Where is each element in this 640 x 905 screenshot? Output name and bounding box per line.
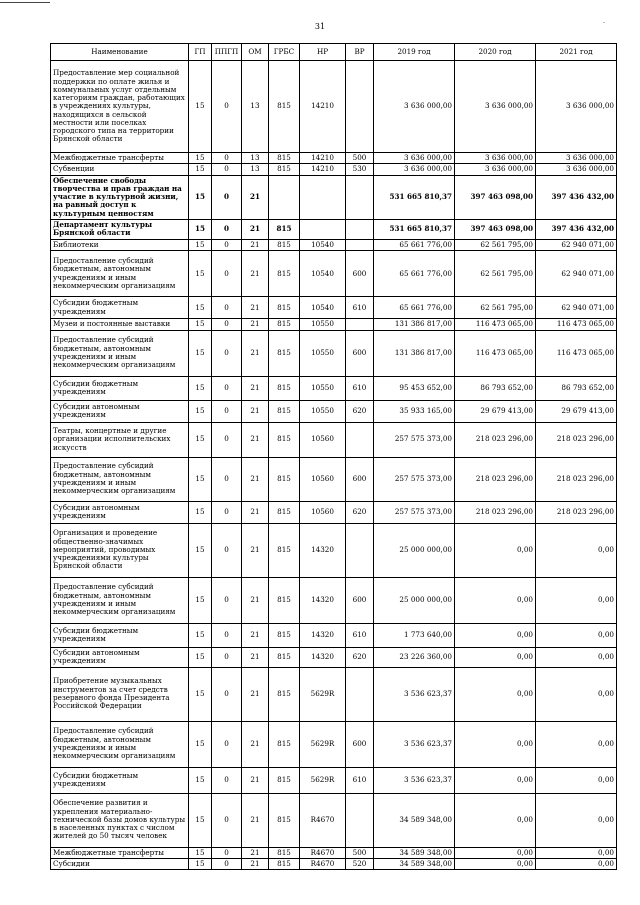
cell-gp: 15 <box>189 793 212 847</box>
cell-2021: 0,00 <box>536 623 617 647</box>
cell-ppgp: 0 <box>212 667 242 721</box>
cell-ppgp: 0 <box>212 767 242 793</box>
table-row <box>51 319 617 330</box>
cell-gp: 15 <box>189 667 212 721</box>
cell-2019: 3 536 623,37 <box>374 667 455 721</box>
cell-2020: 218 023 296,00 <box>455 422 536 457</box>
cell-gp: 15 <box>189 251 212 297</box>
cell-nr: 14210 <box>300 61 346 153</box>
cell-2020: 0,00 <box>455 721 536 767</box>
cell-2019: 3 636 000,00 <box>374 153 455 164</box>
cell-om: 21 <box>242 330 269 376</box>
cell-nr: 10550 <box>300 376 346 400</box>
cell-om: 21 <box>242 523 269 577</box>
header-gp: ГП <box>189 44 212 61</box>
cell-2020: 3 636 000,00 <box>455 164 536 175</box>
cell-2019: 3 536 623,37 <box>374 721 455 767</box>
cell-2019: 35 933 165,00 <box>374 400 455 422</box>
cell-2020: 0,00 <box>455 667 536 721</box>
table-row <box>51 667 617 721</box>
cell-2021: 218 023 296,00 <box>536 422 617 457</box>
cell-2021: 397 436 432,00 <box>536 175 617 219</box>
cell-2020: 62 561 795,00 <box>455 297 536 319</box>
cell-nr: 10560 <box>300 501 346 523</box>
cell-2019: 65 661 776,00 <box>374 251 455 297</box>
cell-2019: 3 536 623,37 <box>374 767 455 793</box>
table-row <box>51 577 617 623</box>
table-row <box>51 239 617 250</box>
cell-om: 21 <box>242 376 269 400</box>
cell-2019: 25 000 000,00 <box>374 523 455 577</box>
cell-ppgp: 0 <box>212 721 242 767</box>
cell-om: 13 <box>242 153 269 164</box>
cell-2019: 257 575 373,00 <box>374 501 455 523</box>
cell-2021: 3 636 000,00 <box>536 61 617 153</box>
header-name: Наименование <box>51 44 189 61</box>
cell-2019: 34 589 348,00 <box>374 858 455 869</box>
cell-ppgp: 0 <box>212 858 242 869</box>
cell-name: Субсидии бюджетным учреждениям <box>51 376 189 400</box>
cell-vr <box>346 667 374 721</box>
cell-name: Предоставление субсидий бюджетным, автономным учреждениям и иным некоммерческим организациям <box>51 251 189 297</box>
table-row <box>51 164 617 175</box>
table-row <box>51 623 617 647</box>
cell-2021: 62 940 071,00 <box>536 251 617 297</box>
table-row <box>51 219 617 239</box>
cell-ppgp: 0 <box>212 523 242 577</box>
cell-nr: R4670 <box>300 793 346 847</box>
cell-2020: 3 636 000,00 <box>455 153 536 164</box>
cell-ppgp: 0 <box>212 793 242 847</box>
cell-name: Межбюджетные трансферты <box>51 847 189 858</box>
cell-nr: 5629R <box>300 767 346 793</box>
cell-vr <box>346 422 374 457</box>
cell-grbs: 815 <box>269 239 300 250</box>
cell-om: 21 <box>242 721 269 767</box>
header-vr: ВР <box>346 44 374 61</box>
cell-name: Предоставление субсидий бюджетным, автономным учреждениям и иным некоммерческим организациям <box>51 577 189 623</box>
cell-2020: 0,00 <box>455 847 536 858</box>
cell-vr: 620 <box>346 501 374 523</box>
cell-name: Обеспечение свободы творчества и прав граждан на участие в культурной жизни, на равный доступ к культурным ценностям <box>51 175 189 219</box>
table-row <box>51 721 617 767</box>
cell-ppgp: 0 <box>212 239 242 250</box>
cell-name: Субсидии автономным учреждениям <box>51 501 189 523</box>
cell-2019: 25 000 000,00 <box>374 577 455 623</box>
cell-grbs: 815 <box>269 793 300 847</box>
header-om: ОМ <box>242 44 269 61</box>
corner-rule <box>0 2 50 3</box>
cell-2020: 0,00 <box>455 767 536 793</box>
cell-vr: 600 <box>346 457 374 501</box>
cell-2020: 62 561 795,00 <box>455 251 536 297</box>
cell-nr: 10560 <box>300 422 346 457</box>
cell-grbs: 815 <box>269 847 300 858</box>
cell-name: Организация и проведение общественно-значимых мероприятий, проводимых учреждениями культуры Брянской области <box>51 523 189 577</box>
cell-ppgp: 0 <box>212 847 242 858</box>
cell-grbs: 815 <box>269 767 300 793</box>
cell-vr: 600 <box>346 577 374 623</box>
cell-nr: 14210 <box>300 153 346 164</box>
cell-2020: 116 473 065,00 <box>455 319 536 330</box>
table-row <box>51 858 617 869</box>
cell-vr: 620 <box>346 400 374 422</box>
cell-name: Библиотеки <box>51 239 189 250</box>
cell-gp: 15 <box>189 239 212 250</box>
cell-vr: 520 <box>346 858 374 869</box>
cell-om: 21 <box>242 767 269 793</box>
cell-gp: 15 <box>189 297 212 319</box>
cell-nr: 10550 <box>300 330 346 376</box>
cell-2019: 257 575 373,00 <box>374 457 455 501</box>
cell-2020: 397 463 098,00 <box>455 219 536 239</box>
cell-gp: 15 <box>189 376 212 400</box>
cell-2021: 218 023 296,00 <box>536 457 617 501</box>
table-row <box>51 251 617 297</box>
cell-grbs: 815 <box>269 400 300 422</box>
cell-gp: 15 <box>189 330 212 376</box>
header-row <box>51 44 617 61</box>
cell-2019: 34 589 348,00 <box>374 847 455 858</box>
cell-ppgp: 0 <box>212 647 242 667</box>
cell-2021: 218 023 296,00 <box>536 501 617 523</box>
cell-name: Межбюджетные трансферты <box>51 153 189 164</box>
cell-om: 13 <box>242 61 269 153</box>
cell-name: Предоставление субсидий бюджетным, автономным учреждениям и иным некоммерческим организациям <box>51 457 189 501</box>
cell-2020: 3 636 000,00 <box>455 61 536 153</box>
cell-gp: 15 <box>189 175 212 219</box>
cell-name: Департамент культуры Брянской области <box>51 219 189 239</box>
cell-2021: 116 473 065,00 <box>536 319 617 330</box>
cell-om: 21 <box>242 319 269 330</box>
cell-2021: 0,00 <box>536 577 617 623</box>
cell-grbs: 815 <box>269 647 300 667</box>
cell-om: 21 <box>242 647 269 667</box>
cell-nr: 10560 <box>300 457 346 501</box>
cell-2021: 62 940 071,00 <box>536 239 617 250</box>
table-row <box>51 501 617 523</box>
cell-2019: 23 226 360,00 <box>374 647 455 667</box>
cell-2021: 116 473 065,00 <box>536 330 617 376</box>
cell-2019: 1 773 640,00 <box>374 623 455 647</box>
cell-grbs: 815 <box>269 251 300 297</box>
cell-nr: 5629R <box>300 667 346 721</box>
cell-ppgp: 0 <box>212 251 242 297</box>
cell-gp: 15 <box>189 457 212 501</box>
cell-ppgp: 0 <box>212 319 242 330</box>
header-2021: 2021 год <box>536 44 617 61</box>
cell-gp: 15 <box>189 847 212 858</box>
cell-2019: 531 665 810,37 <box>374 175 455 219</box>
cell-2021: 0,00 <box>536 647 617 667</box>
cell-2021: 62 940 071,00 <box>536 297 617 319</box>
cell-nr: 14210 <box>300 164 346 175</box>
cell-2021: 0,00 <box>536 847 617 858</box>
cell-gp: 15 <box>189 164 212 175</box>
cell-om: 21 <box>242 175 269 219</box>
cell-om: 21 <box>242 422 269 457</box>
cell-2020: 218 023 296,00 <box>455 457 536 501</box>
cell-name: Субсидии бюджетным учреждениям <box>51 297 189 319</box>
cell-ppgp: 0 <box>212 164 242 175</box>
header-grbs: ГРБС <box>269 44 300 61</box>
cell-grbs: 815 <box>269 721 300 767</box>
table-row <box>51 153 617 164</box>
cell-name: Театры, концертные и другие организации исполнительских искусств <box>51 422 189 457</box>
cell-nr: 10540 <box>300 251 346 297</box>
cell-grbs: 815 <box>269 297 300 319</box>
cell-om: 21 <box>242 858 269 869</box>
cell-name: Обеспечение развития и укрепления материально-технической базы домов культуры в населенных пунктах с числом жителей до 50 тысяч человек <box>51 793 189 847</box>
cell-nr: 14320 <box>300 647 346 667</box>
corner-mark: . <box>603 18 605 25</box>
cell-nr: R4670 <box>300 847 346 858</box>
cell-ppgp: 0 <box>212 501 242 523</box>
cell-name: Предоставление субсидий бюджетным, автономным учреждениям и иным некоммерческим организациям <box>51 330 189 376</box>
table-row <box>51 767 617 793</box>
table-row <box>51 523 617 577</box>
cell-vr <box>346 61 374 153</box>
cell-vr: 600 <box>346 251 374 297</box>
cell-grbs: 815 <box>269 219 300 239</box>
cell-2020: 116 473 065,00 <box>455 330 536 376</box>
cell-grbs: 815 <box>269 330 300 376</box>
cell-grbs: 815 <box>269 577 300 623</box>
cell-grbs: 815 <box>269 153 300 164</box>
cell-ppgp: 0 <box>212 330 242 376</box>
cell-name: Субсидии бюджетным учреждениям <box>51 767 189 793</box>
cell-gp: 15 <box>189 523 212 577</box>
cell-ppgp: 0 <box>212 623 242 647</box>
cell-om: 13 <box>242 164 269 175</box>
header-2020: 2020 год <box>455 44 536 61</box>
cell-nr: 5629R <box>300 721 346 767</box>
cell-vr: 610 <box>346 767 374 793</box>
header-2019: 2019 год <box>374 44 455 61</box>
cell-nr: 14320 <box>300 523 346 577</box>
cell-vr: 500 <box>346 847 374 858</box>
page-number: 31 <box>314 22 326 31</box>
cell-om: 21 <box>242 219 269 239</box>
cell-vr: 500 <box>346 153 374 164</box>
cell-nr: 10550 <box>300 400 346 422</box>
cell-nr: 14320 <box>300 577 346 623</box>
table-row <box>51 330 617 376</box>
cell-nr: R4670 <box>300 858 346 869</box>
cell-grbs: 815 <box>269 523 300 577</box>
cell-gp: 15 <box>189 400 212 422</box>
cell-grbs: 815 <box>269 61 300 153</box>
cell-ppgp: 0 <box>212 400 242 422</box>
cell-2019: 65 661 776,00 <box>374 297 455 319</box>
cell-gp: 15 <box>189 219 212 239</box>
cell-vr: 620 <box>346 647 374 667</box>
cell-name: Приобретение музыкальных инструментов за счет средств резервного фонда Президента Российской Федерации <box>51 667 189 721</box>
cell-ppgp: 0 <box>212 577 242 623</box>
cell-2021: 3 636 000,00 <box>536 164 617 175</box>
cell-ppgp: 0 <box>212 219 242 239</box>
table-row <box>51 847 617 858</box>
table-row <box>51 422 617 457</box>
cell-name: Субсидии автономным учреждениям <box>51 400 189 422</box>
cell-2020: 0,00 <box>455 858 536 869</box>
table-row <box>51 400 617 422</box>
table-row <box>51 175 617 219</box>
cell-gp: 15 <box>189 858 212 869</box>
cell-gp: 15 <box>189 577 212 623</box>
cell-ppgp: 0 <box>212 61 242 153</box>
cell-vr <box>346 319 374 330</box>
cell-vr: 610 <box>346 376 374 400</box>
cell-gp: 15 <box>189 767 212 793</box>
cell-grbs: 815 <box>269 422 300 457</box>
cell-2021: 3 636 000,00 <box>536 153 617 164</box>
header-ppgp: ППГП <box>212 44 242 61</box>
cell-2021: 0,00 <box>536 667 617 721</box>
cell-2019: 3 636 000,00 <box>374 61 455 153</box>
cell-om: 21 <box>242 847 269 858</box>
cell-om: 21 <box>242 297 269 319</box>
cell-vr: 610 <box>346 297 374 319</box>
cell-grbs: 815 <box>269 623 300 647</box>
table-row <box>51 61 617 153</box>
cell-2020: 0,00 <box>455 577 536 623</box>
cell-om: 21 <box>242 577 269 623</box>
cell-2020: 0,00 <box>455 623 536 647</box>
cell-ppgp: 0 <box>212 297 242 319</box>
cell-2021: 0,00 <box>536 523 617 577</box>
cell-vr: 600 <box>346 721 374 767</box>
cell-gp: 15 <box>189 501 212 523</box>
cell-grbs: 815 <box>269 164 300 175</box>
cell-name: Субвенции <box>51 164 189 175</box>
cell-2020: 0,00 <box>455 647 536 667</box>
cell-vr: 530 <box>346 164 374 175</box>
cell-nr <box>300 219 346 239</box>
cell-2021: 0,00 <box>536 793 617 847</box>
cell-om: 21 <box>242 501 269 523</box>
cell-gp: 15 <box>189 153 212 164</box>
cell-grbs: 815 <box>269 501 300 523</box>
cell-grbs: 815 <box>269 319 300 330</box>
cell-grbs <box>269 175 300 219</box>
cell-grbs: 815 <box>269 858 300 869</box>
cell-2021: 86 793 652,00 <box>536 376 617 400</box>
cell-vr <box>346 523 374 577</box>
budget-table <box>50 43 617 870</box>
cell-2021: 0,00 <box>536 858 617 869</box>
cell-gp: 15 <box>189 61 212 153</box>
cell-om: 21 <box>242 239 269 250</box>
cell-gp: 15 <box>189 422 212 457</box>
cell-2019: 65 661 776,00 <box>374 239 455 250</box>
cell-vr <box>346 239 374 250</box>
cell-om: 21 <box>242 457 269 501</box>
cell-nr: 14320 <box>300 623 346 647</box>
cell-gp: 15 <box>189 647 212 667</box>
cell-om: 21 <box>242 623 269 647</box>
cell-name: Субсидии <box>51 858 189 869</box>
cell-grbs: 815 <box>269 376 300 400</box>
cell-ppgp: 0 <box>212 457 242 501</box>
cell-gp: 15 <box>189 721 212 767</box>
table-row <box>51 376 617 400</box>
cell-name: Субсидии автономным учреждениям <box>51 647 189 667</box>
cell-2019: 131 386 817,00 <box>374 330 455 376</box>
cell-2020: 86 793 652,00 <box>455 376 536 400</box>
cell-name: Предоставление мер социальной поддержки по оплате жилья и коммунальных услуг отдельным категориям граждан, работающих в учреждениях культуры, находящихся в сельской местности или поселках городского типа на территории Брянской области <box>51 61 189 153</box>
cell-vr <box>346 219 374 239</box>
cell-2020: 62 561 795,00 <box>455 239 536 250</box>
cell-vr <box>346 793 374 847</box>
cell-grbs: 815 <box>269 457 300 501</box>
cell-2020: 218 023 296,00 <box>455 501 536 523</box>
cell-nr: 10540 <box>300 239 346 250</box>
cell-ppgp: 0 <box>212 376 242 400</box>
cell-gp: 15 <box>189 623 212 647</box>
cell-2019: 95 453 652,00 <box>374 376 455 400</box>
cell-vr <box>346 175 374 219</box>
cell-name: Музеи и постоянные выставки <box>51 319 189 330</box>
cell-2019: 531 665 810,37 <box>374 219 455 239</box>
cell-vr: 600 <box>346 330 374 376</box>
table-body <box>51 61 617 870</box>
cell-om: 21 <box>242 251 269 297</box>
cell-vr: 610 <box>346 623 374 647</box>
table-row <box>51 793 617 847</box>
cell-grbs: 815 <box>269 667 300 721</box>
cell-2021: 29 679 413,00 <box>536 400 617 422</box>
cell-2020: 397 463 098,00 <box>455 175 536 219</box>
cell-2019: 257 575 373,00 <box>374 422 455 457</box>
cell-om: 21 <box>242 400 269 422</box>
cell-2021: 0,00 <box>536 767 617 793</box>
cell-nr <box>300 175 346 219</box>
cell-nr: 10550 <box>300 319 346 330</box>
cell-ppgp: 0 <box>212 153 242 164</box>
table-row <box>51 647 617 667</box>
table-row <box>51 297 617 319</box>
cell-2019: 34 589 348,00 <box>374 793 455 847</box>
cell-ppgp: 0 <box>212 422 242 457</box>
cell-om: 21 <box>242 793 269 847</box>
cell-2019: 131 386 817,00 <box>374 319 455 330</box>
cell-2020: 0,00 <box>455 793 536 847</box>
cell-2021: 0,00 <box>536 721 617 767</box>
cell-om: 21 <box>242 667 269 721</box>
cell-2020: 29 679 413,00 <box>455 400 536 422</box>
cell-nr: 10540 <box>300 297 346 319</box>
cell-2019: 3 636 000,00 <box>374 164 455 175</box>
cell-name: Предоставление субсидий бюджетным, автономным учреждениям и иным некоммерческим организациям <box>51 721 189 767</box>
cell-gp: 15 <box>189 319 212 330</box>
budget-table-container <box>50 43 616 870</box>
table-row <box>51 457 617 501</box>
cell-2021: 397 436 432,00 <box>536 219 617 239</box>
cell-ppgp: 0 <box>212 175 242 219</box>
cell-name: Субсидии бюджетным учреждениям <box>51 623 189 647</box>
header-nr: НР <box>300 44 346 61</box>
cell-2020: 0,00 <box>455 523 536 577</box>
